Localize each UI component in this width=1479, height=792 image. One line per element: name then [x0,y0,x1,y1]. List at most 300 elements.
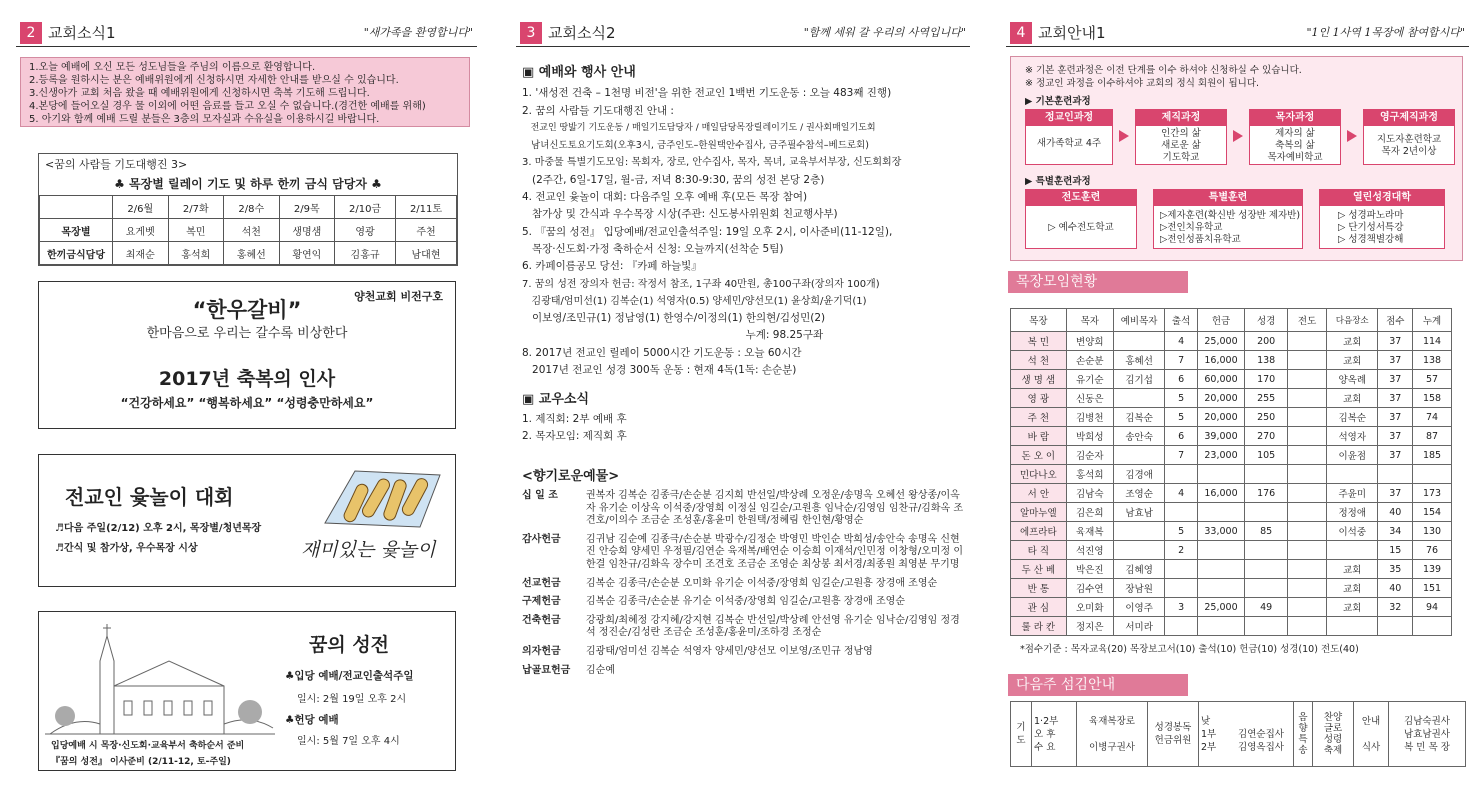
dream-item: ♣헌당 예배 [285,714,339,726]
table-cell: 송안숙 [1113,427,1164,446]
yut-logo-text: 재미있는 윷놀이 [301,539,436,561]
table-cell: 138 [1413,351,1452,370]
relay-caption: <꿈의 사람들 기도대행진 3> [45,158,188,171]
notice-line: 2017년 전교인 성경 300독 운동 : 현재 4독(1독: 손순분) [522,364,797,377]
table-cell: 교회 [1327,598,1378,617]
dream-time: 일시: 5월 7일 오후 4시 [297,736,400,747]
table-cell [1245,503,1288,522]
table-row [1011,389,1452,408]
table-cell: 유기순 [1066,370,1113,389]
yut-line: ♬간식 및 참가상, 우수목장 시상 [55,543,198,554]
training-note: ※ 기본 훈련과정은 이전 단계를 이수 하셔야 신청하실 수 있습니다. [1025,65,1302,76]
table-cell: 37 [1378,389,1413,408]
table-cell [1288,579,1327,598]
table-cell [1288,617,1327,636]
page-motto: "1인 1사역 1목장에 참여합시다" [1306,26,1465,39]
table-cell: 105 [1245,446,1288,465]
fasting-cell: 남대현 [396,242,457,265]
table-cell: 2 [1165,541,1198,560]
service-cell: 찬양 글로 성령 축제 [1313,702,1354,767]
table-cell: 40 [1378,579,1413,598]
offering-row [522,534,967,572]
offering-kind: 감사헌금 [522,533,561,545]
table-cell [1245,541,1288,560]
table-cell: 양옥례 [1327,370,1378,389]
table-cell: 석영자 [1327,427,1378,446]
mokjang-cell: 생명샘 [279,219,335,242]
date-cell: 2/10금 [335,196,396,219]
table-cell: 37 [1378,351,1413,370]
notice-line: 남녀신도토요기도회(오후3시, 금주인도–한원택안수집사, 금주필수참석–베드로회) [522,140,869,152]
table-cell: 서미라 [1113,617,1164,636]
table-cell: 37 [1378,446,1413,465]
arrow-icon [1119,130,1129,142]
dream-temple-box [38,611,456,771]
table-cell [1165,465,1198,484]
table-cell: 6 [1165,370,1198,389]
slogan-signature: 양천교회 비전구호 [354,290,443,303]
table-cell: 40 [1378,503,1413,522]
table-cell [1197,579,1244,598]
dream-title: 꿈의 성전 [309,634,390,656]
service-cell: 김남숙권사 남효남권사 복 민 목 장 [1389,702,1466,767]
table-cell: 94 [1413,598,1452,617]
table-cell [1288,370,1327,389]
offering-kind: 건축헌금 [522,614,561,626]
notice-line: 3. 마중물 특별기도모임: 목회자, 장로, 안수집사, 목자, 목녀, 교육부서부장, 신도회회장 [522,157,902,169]
page-motto: "함께 세워 갈 우리의 사역입니다" [803,26,966,39]
table-cell: 주윤미 [1327,484,1378,503]
table-cell: 16,000 [1197,484,1244,503]
table-cell: 손순분 [1066,351,1113,370]
special-label: ▶ 특별훈련과정 [1025,176,1091,187]
fasting-cell: 홍혜선 [224,242,280,265]
table-cell: 석 천 [1011,351,1067,370]
page-number: 2 [20,22,42,44]
table-cell [1327,617,1378,636]
offering-row [522,615,967,640]
table-cell: 34 [1378,522,1413,541]
stage-header: 영구제직과정 [1364,110,1454,126]
yut-line: ♬다음 주일(2/12) 오후 2시, 목장별/청년목장 [55,523,262,534]
table-cell: 37 [1378,370,1413,389]
column-header: 다음장소 [1327,309,1378,332]
table-cell [1288,351,1327,370]
mokjang-cell: 요게벳 [113,219,169,242]
date-cell: 2/11토 [396,196,457,219]
table-cell [1113,446,1164,465]
table-cell [1197,560,1244,579]
worship-notices [522,64,972,445]
column-header: 출석 [1165,309,1198,332]
page-4-header [1006,20,1469,47]
table-cell: 87 [1413,427,1452,446]
table-cell: 서 안 [1011,484,1067,503]
column-header: 목자 [1066,309,1113,332]
table-row [1011,427,1452,446]
table-cell [1245,465,1288,484]
offering-row [522,490,967,528]
stage-body: 새가족학교 4주 [1036,138,1102,149]
table-row [1011,446,1452,465]
offering-names: 김복순 김종극/손순분 유기순 이석중/장영희 임길순/고원흥 장경애 조영순 [586,596,905,608]
table-cell: 158 [1413,389,1452,408]
table-cell: 교회 [1327,332,1378,351]
row-label: 목장별 [40,219,113,242]
table-cell [1288,598,1327,617]
table-cell: 홍석희 [1066,465,1113,484]
section-heading: ▣ 예배와 행사 안내 [522,65,636,80]
table-cell: 김은희 [1066,503,1113,522]
table-cell: 김남숙 [1066,484,1113,503]
news-line: 1. 제직회: 2부 예배 후 [522,412,627,425]
table-cell: 130 [1413,522,1452,541]
table-cell [1165,503,1198,522]
stage-body: ▷ 예수전도학교 [1048,222,1114,233]
table-cell [1413,617,1452,636]
table-cell [1288,522,1327,541]
table-cell: 49 [1245,598,1288,617]
fasting-cell: 김홍규 [335,242,396,265]
column-header: 점수 [1378,309,1413,332]
page-number: 3 [520,22,542,44]
stage-header: 목자과정 [1250,110,1340,126]
welcome-notice [20,57,470,127]
page-2-header [16,20,477,47]
stage-header: 특별훈련 [1154,190,1302,206]
table-cell: 알마누엘 [1011,503,1067,522]
table-row [1011,598,1452,617]
table-cell: 관 심 [1011,598,1067,617]
service-cell: 기 도 [1011,702,1032,767]
training-stage [1363,109,1455,165]
stage-header: 정교인과정 [1026,110,1112,126]
offering-kind: 선교헌금 [522,577,561,589]
offering-names: 권복자 김복순 김종극/손순분 김지희 반선일/박상례 오정운/송명옥 오혜선 왕상종/이옥자 유기순 이상옥 이석중/장영희 이정실 임길순/고원흥 임낙순/김영임 임찬규/김화옥 조견호/이의수 조금순 조성훈/홍윤미 한원택/정혜림 한인현/황영순 [586,490,964,527]
offering-list [522,490,967,683]
column-header: 누계 [1413,309,1452,332]
section-heading: ▣ 교우소식 [522,392,590,408]
table-cell [1288,503,1327,522]
table-row [1011,503,1452,522]
column-header: 전도 [1288,309,1327,332]
vision-slogan-box [38,281,456,429]
table-cell: 200 [1245,332,1288,351]
table-cell: 민다나오 [1011,465,1067,484]
table-cell: 60,000 [1197,370,1244,389]
table-cell: 복 민 [1011,332,1067,351]
notice-line: 전교인 땅밟기 기도운동 / 매일기도담당자 / 매일담당목장릴레이기도 / 권사회매일기도회 [522,122,876,133]
table-cell: 4 [1165,484,1198,503]
table-cell: 154 [1413,503,1452,522]
welcome-line: 4.본당에 들어오실 경우 물 이외에 어떤 음료를 들고 오실 수 없습니다.(경건한 예배를 위해) [29,101,426,112]
notice-line: 이보영/조민규(1) 정남영(1) 한영수/이정의(1) 한의현/김성민(2) [522,312,826,325]
table-cell: 돈 오 이 [1011,446,1067,465]
offering-kind: 십 일 조 [522,490,558,501]
table-cell: 장남원 [1113,579,1164,598]
table-cell: 7 [1165,446,1198,465]
table-row [1011,560,1452,579]
stage-body: 지도자훈련학교 목자 2년이상 [1376,134,1442,157]
table-cell: 5 [1165,389,1198,408]
table-cell [1113,332,1164,351]
table-cell: 15 [1378,541,1413,560]
mokjang-cell: 복민 [168,219,224,242]
table-cell: 173 [1413,484,1452,503]
table-cell [1288,484,1327,503]
basic-label: ▶ 기본훈련과정 [1025,96,1091,107]
column-header: 예비목자 [1113,309,1164,332]
table-cell: 76 [1413,541,1452,560]
table-cell: 바 람 [1011,427,1067,446]
notice-line: 누계: 98.25구좌 [522,329,824,342]
church-illustration [45,616,275,736]
table-cell: 37 [1378,332,1413,351]
row-label: 한끼금식담당 [40,242,113,265]
mokjang-cell: 영광 [335,219,396,242]
table-cell [1113,541,1164,560]
training-flow [1010,56,1463,261]
table-cell: 176 [1245,484,1288,503]
mokjang-table [1010,308,1452,636]
dream-note: 『꿈의 성전』 이사준비 (2/11-12, 토-주일) [51,757,231,767]
offering-row [522,646,967,659]
offering-row [522,578,967,591]
stage-header: 열린성경대학 [1320,190,1444,206]
table-cell [1165,617,1198,636]
table-cell: 25,000 [1197,332,1244,351]
table-cell: 33,000 [1197,522,1244,541]
table-cell [1245,579,1288,598]
notice-line: 4. 전교인 윷놀이 대회: 다음주일 오후 예배 후(모든 목장 참여) [522,191,808,204]
offering-names: 김순예 [586,664,615,676]
table-cell [1113,389,1164,408]
notice-line: 1. '새성전 건축 – 1천명 비전'을 위한 전교인 1백번 기도운동 : 오늘 483째 진행) [522,87,892,100]
page-motto: "새가족을 환영합니다" [363,26,473,39]
table-cell: 3 [1165,598,1198,617]
table-cell: 석진영 [1066,541,1113,560]
relay-grid [39,195,457,265]
welcome-line: 5. 아기와 함께 예배 드릴 분들은 3층의 모자실과 수유실을 이용하시길 바랍니다. [29,114,380,125]
table-cell [1245,617,1288,636]
table-cell: 조영순 [1113,484,1164,503]
notice-line: 2. 꿈의 사람들 기도대행진 안내 : [522,104,674,117]
yut-sticks-illustration [315,463,445,533]
table-cell: 김순자 [1066,446,1113,465]
service-cell: 성경봉독 헌금위원 [1148,702,1199,767]
training-stage [1135,109,1227,165]
offering-names: 김복순 김종극/손순분 오미화 유기순 이석중/장영희 임길순/고원흥 장경애 조영순 [586,577,938,589]
table-cell [1197,465,1244,484]
stage-body: 제자의 삶 축복의 삶 목자예비학교 [1267,128,1323,163]
notice-line: 목장·신도회·가정 축하순서 신청: 오늘까지(선착순 5팀) [522,242,784,255]
dream-time: 일시: 2월 19일 오후 2시 [297,694,407,705]
table-cell: 170 [1245,370,1288,389]
table-cell: 250 [1245,408,1288,427]
table-cell: 37 [1378,408,1413,427]
table-cell: 이윤점 [1327,446,1378,465]
table-cell [1327,541,1378,560]
offering-names: 김귀남 김순예 김종극/손순분 박광수/김정순 박영민 박인순 박희성/송안숙 송명옥 신현진 안승희 양세민 우정필/김연순 육재복/배연순 이승희 이재석/인민정 이창형/오미정 이한결 임찬규/김화옥 장수미 조견호 조금순 조영순 최상봉 최서경/최종원 최영분 무기명 [586,533,964,570]
service-cell: 낮 1부 2부 [1199,702,1230,767]
table-cell: 85 [1245,522,1288,541]
table-cell [1288,332,1327,351]
table-cell [1378,465,1413,484]
table-row [1011,617,1452,636]
notice-line: 8. 2017년 전교인 릴레이 5000시간 기도운동 : 오늘 60시간 [522,346,802,359]
table-cell: 37 [1378,484,1413,503]
table-cell: 김혜영 [1113,560,1164,579]
table-cell: 255 [1245,389,1288,408]
page-title: 교회소식1 [48,24,116,42]
stage-body: ▷ 성경파노라마 ▷ 단기성서특강 ▷ 성경책별강해 [1338,210,1404,245]
notice-line: 참가상 및 간식과 우수목장 시상(주관: 신도봉사위원회 친교행사부) [522,208,838,221]
service-cell: 안내 식사 [1354,702,1389,767]
table-cell: 7 [1165,351,1198,370]
relay-title: ♣ 목장별 릴레이 기도 및 하루 한끼 금식 담당자 ♣ [114,177,382,191]
table-cell: 김기섭 [1113,370,1164,389]
yut-contest-box [38,454,456,587]
table-cell: 김병천 [1066,408,1113,427]
service-cell: 김연순집사 김영옥집사 [1229,702,1294,767]
table-cell: 6 [1165,427,1198,446]
table-cell: 이석중 [1327,522,1378,541]
table-cell: 김경애 [1113,465,1164,484]
table-cell: 57 [1413,370,1452,389]
date-cell: 2/9목 [279,196,335,219]
welcome-line: 3.신생아가 교회 처음 왔을 때 예배위원에게 신청하시면 축복 기도해 드립니다. [29,88,370,99]
table-cell: 변양희 [1066,332,1113,351]
table-cell: 4 [1165,332,1198,351]
offering-kind: 구제헌금 [522,596,561,608]
table-cell: 교회 [1327,351,1378,370]
corner-cell [40,196,113,219]
table-cell: 홍혜선 [1113,351,1164,370]
page-3-header [516,20,970,47]
table-cell [1378,617,1413,636]
table-cell: 오미화 [1066,598,1113,617]
fasting-cell: 홍석희 [168,242,224,265]
notice-line: 6. 카페이름공모 당선: 『카페 하늘빛』 [522,260,702,273]
table-row [1011,522,1452,541]
table-cell: 35 [1378,560,1413,579]
table-cell: 주 천 [1011,408,1067,427]
mokjang-section-title: 목장모임현황 [1008,271,1188,293]
mokjang-cell: 석천 [224,219,280,242]
training-stage [1153,189,1303,249]
table-cell [1288,427,1327,446]
table-cell [1327,465,1378,484]
date-cell: 2/6월 [113,196,169,219]
table-cell: 에프라타 [1011,522,1067,541]
column-header: 헌금 [1197,309,1244,332]
table-cell [1288,408,1327,427]
offering-names: 김광태/엄미선 김복순 석영자 양세민/양선모 이보영/조민규 정남영 [586,645,873,657]
table-cell: 육재복 [1066,522,1113,541]
table-cell: 룰 라 칸 [1011,617,1067,636]
table-cell [1113,522,1164,541]
table-cell [1197,541,1244,560]
slogan-title: “한우갈비” [192,298,302,322]
arrow-icon [1233,130,1243,142]
table-cell: 교회 [1327,579,1378,598]
relay-prayer-table [38,153,458,266]
training-stage [1025,189,1137,249]
notice-line: 5. 『꿈의 성전』 입당예배/전교인출석주일: 19일 오후 2시, 이사준비(11-12일), [522,225,893,238]
dream-item: ♣입당 예배/전교인출석주일 [285,670,414,682]
offering-kind: 납골묘헌금 [522,664,571,676]
table-row [1011,465,1452,484]
table-cell: 두 산 베 [1011,560,1067,579]
table-cell [1413,465,1452,484]
offering-row [522,665,967,678]
table-cell: 신동은 [1066,389,1113,408]
stage-header: 제직과정 [1136,110,1226,126]
table-cell [1288,446,1327,465]
table-cell [1165,579,1198,598]
service-cell: 육재복장로 이병구권사 [1077,702,1148,767]
fasting-cell: 최재순 [113,242,169,265]
training-stage [1249,109,1341,165]
stage-header: 전도훈련 [1026,190,1136,206]
table-cell [1288,389,1327,408]
table-row [1011,408,1452,427]
table-cell: 김수연 [1066,579,1113,598]
welcome-line: 1.오늘 예배에 오신 모든 성도님들을 주님의 이름으로 환영합니다. [29,62,316,73]
table-cell: 139 [1413,560,1452,579]
table-cell [1288,560,1327,579]
offering-names: 강광희/최혜정 강지혜/강지현 김복순 반선일/박상례 안선영 유기순 임낙순/김영임 정경석 정진순/김성란 조금순 조성훈/홍윤미/조하경 조정순 [586,614,960,639]
table-row [1011,579,1452,598]
greeting-title: 2017년 축복의 인사 [158,368,336,390]
notice-line: 김광태/엄미선(1) 김복순(1) 석영자(0.5) 양세민/양선모(1) 윤상희/윤기덕(1) [522,295,867,307]
score-criteria: *점수기준 : 목자교육(20) 목장보고서(10) 출석(10) 헌금(10) 성경(10) 전도(40) [1020,644,1359,655]
table-cell: 박은진 [1066,560,1113,579]
table-cell: 타 직 [1011,541,1067,560]
table-cell: 270 [1245,427,1288,446]
service-cell: 1·2부 오 후 수 요 [1032,702,1077,767]
greeting-phrases: “건강하세요” “행복하세요” “성령충만하세요” [120,396,374,410]
table-cell: 정지은 [1066,617,1113,636]
training-stage [1025,109,1113,165]
dream-note: 입당예배 시 목장·신도회·교육부서 축하순서 준비 [51,741,245,751]
table-cell: 이영주 [1113,598,1164,617]
page-2 [0,0,487,792]
table-cell: 남효남 [1113,503,1164,522]
mokjang-cell: 주천 [396,219,457,242]
yut-title: 전교인 윷놀이 대회 [65,485,234,509]
page-title: 교회소식2 [548,24,616,42]
table-cell: 74 [1413,408,1452,427]
table-cell: 반 통 [1011,579,1067,598]
page-number: 4 [1010,22,1032,44]
stage-body: 인간의 삶 새로운 삶 기도학교 [1161,128,1201,163]
next-week-service-table [1010,701,1466,767]
table-row [1011,484,1452,503]
table-cell: 교회 [1327,560,1378,579]
table-row [1011,370,1452,389]
table-cell: 5 [1165,522,1198,541]
fasting-cell: 황연익 [279,242,335,265]
table-cell: 20,000 [1197,389,1244,408]
table-cell [1288,465,1327,484]
training-note: ※ 정교인 과정을 이수하셔야 교회의 정식 회원이 됩니다. [1025,78,1260,89]
table-cell [1245,560,1288,579]
table-cell: 5 [1165,408,1198,427]
stage-body: ▷제자훈련(확신반 성장반 제자반) ▷전인치유학교 ▷전인성품치유학교 [1160,210,1301,245]
offering-row [522,596,967,609]
table-cell [1288,541,1327,560]
